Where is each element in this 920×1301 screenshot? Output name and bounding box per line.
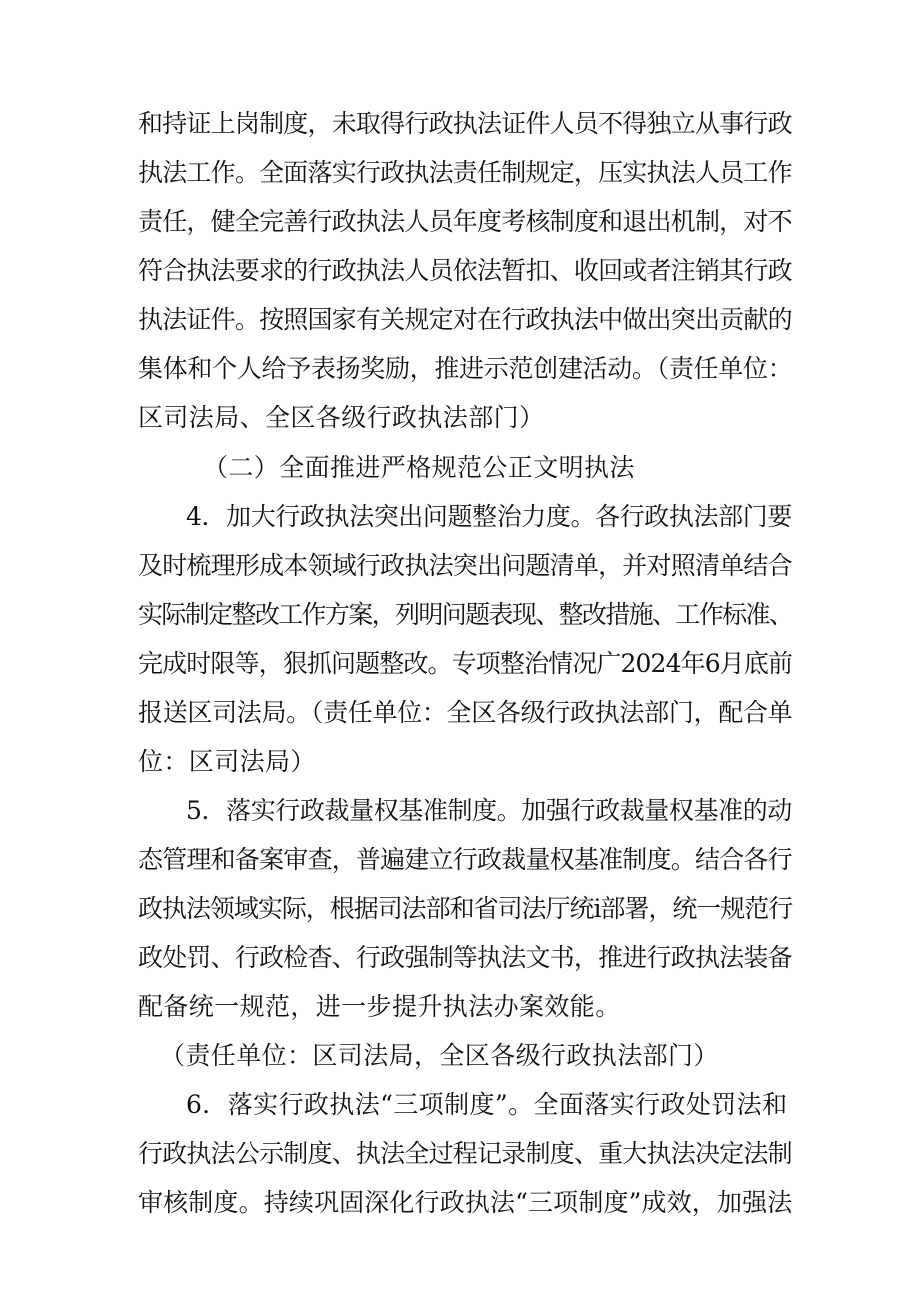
body-text-line: 态管理和备案审查，普遍建立行政裁量权基准制度。结合各行 bbox=[138, 845, 792, 874]
body-text-line: 政执法领域实际，根据司法部和省司法厅统i部署，统一规范行 bbox=[138, 894, 793, 923]
paragraph-item-4-first-line: 4．加大行政执法突出问题整治力度。各行政执法部门要 bbox=[186, 502, 792, 531]
paragraph-item-5-first-line: 5．落实行政裁量权基准制度。加强行政裁量权基准的动 bbox=[186, 796, 792, 825]
responsibility-note: （责任单位：区司法局，全区各级行政执法部门） bbox=[160, 1041, 719, 1070]
body-text-line: 及时梳理形成本领域行政执法突出问题清单，并对照清单结合 bbox=[138, 551, 792, 580]
body-text-line: 执法证件。按照国家有关规定对在行政执法中做出突出贡献的 bbox=[138, 305, 792, 334]
body-text-line: 配备统一规范，进一步提升执法办案效能。 bbox=[138, 992, 621, 1021]
body-text-line: 报送区司法局。（责任单位：全区各级行政执法部门，配合单 bbox=[138, 698, 793, 727]
section-heading: （二）全面推进严格规范公正文明执法 bbox=[203, 453, 635, 482]
body-text-line: 执法工作。全面落实行政执法责任制规定，压实执法人员工作 bbox=[138, 158, 792, 187]
body-text-line: 位：区司法局） bbox=[138, 747, 316, 776]
body-text-line: 符合执法要求的行政执法人员依法暂扣、收回或者注销其行政 bbox=[138, 256, 792, 285]
body-text-line: 责任，健全完善行政执法人员年度考核制度和退出机制，对不 bbox=[138, 207, 792, 236]
body-text-line: 行政执法公示制度、执法全过程记录制度、重大执法决定法制 bbox=[138, 1139, 792, 1168]
body-text-line: 完成时限等，狠抓问题整改。专项整治情况广2024年6月底前 bbox=[138, 649, 793, 678]
body-text-line: 和持证上岗制度，未取得行政执法证件人员不得独立从事行政 bbox=[138, 109, 792, 138]
paragraph-item-6-first-line: 6．落实行政执法“三项制度”。全面落实行政处罚法和 bbox=[186, 1090, 788, 1119]
body-text-line: 政处罚、行政检杳、行政强制等执法文书，推进行政执法装备 bbox=[138, 943, 792, 972]
body-text-line: 集体和个人给予表扬奖励，推进示范创建活动。（责任单位： bbox=[138, 354, 793, 383]
body-text-line: 审核制度。持续巩固深化行政执法“三项制度”成效，加强法 bbox=[138, 1188, 793, 1217]
body-text-line: 区司法局、全区各级行政执法部门） bbox=[138, 403, 545, 432]
body-text-line: 实际制定整改工作方案，列明问题表现、整改措施、工作标准、 bbox=[138, 600, 793, 629]
